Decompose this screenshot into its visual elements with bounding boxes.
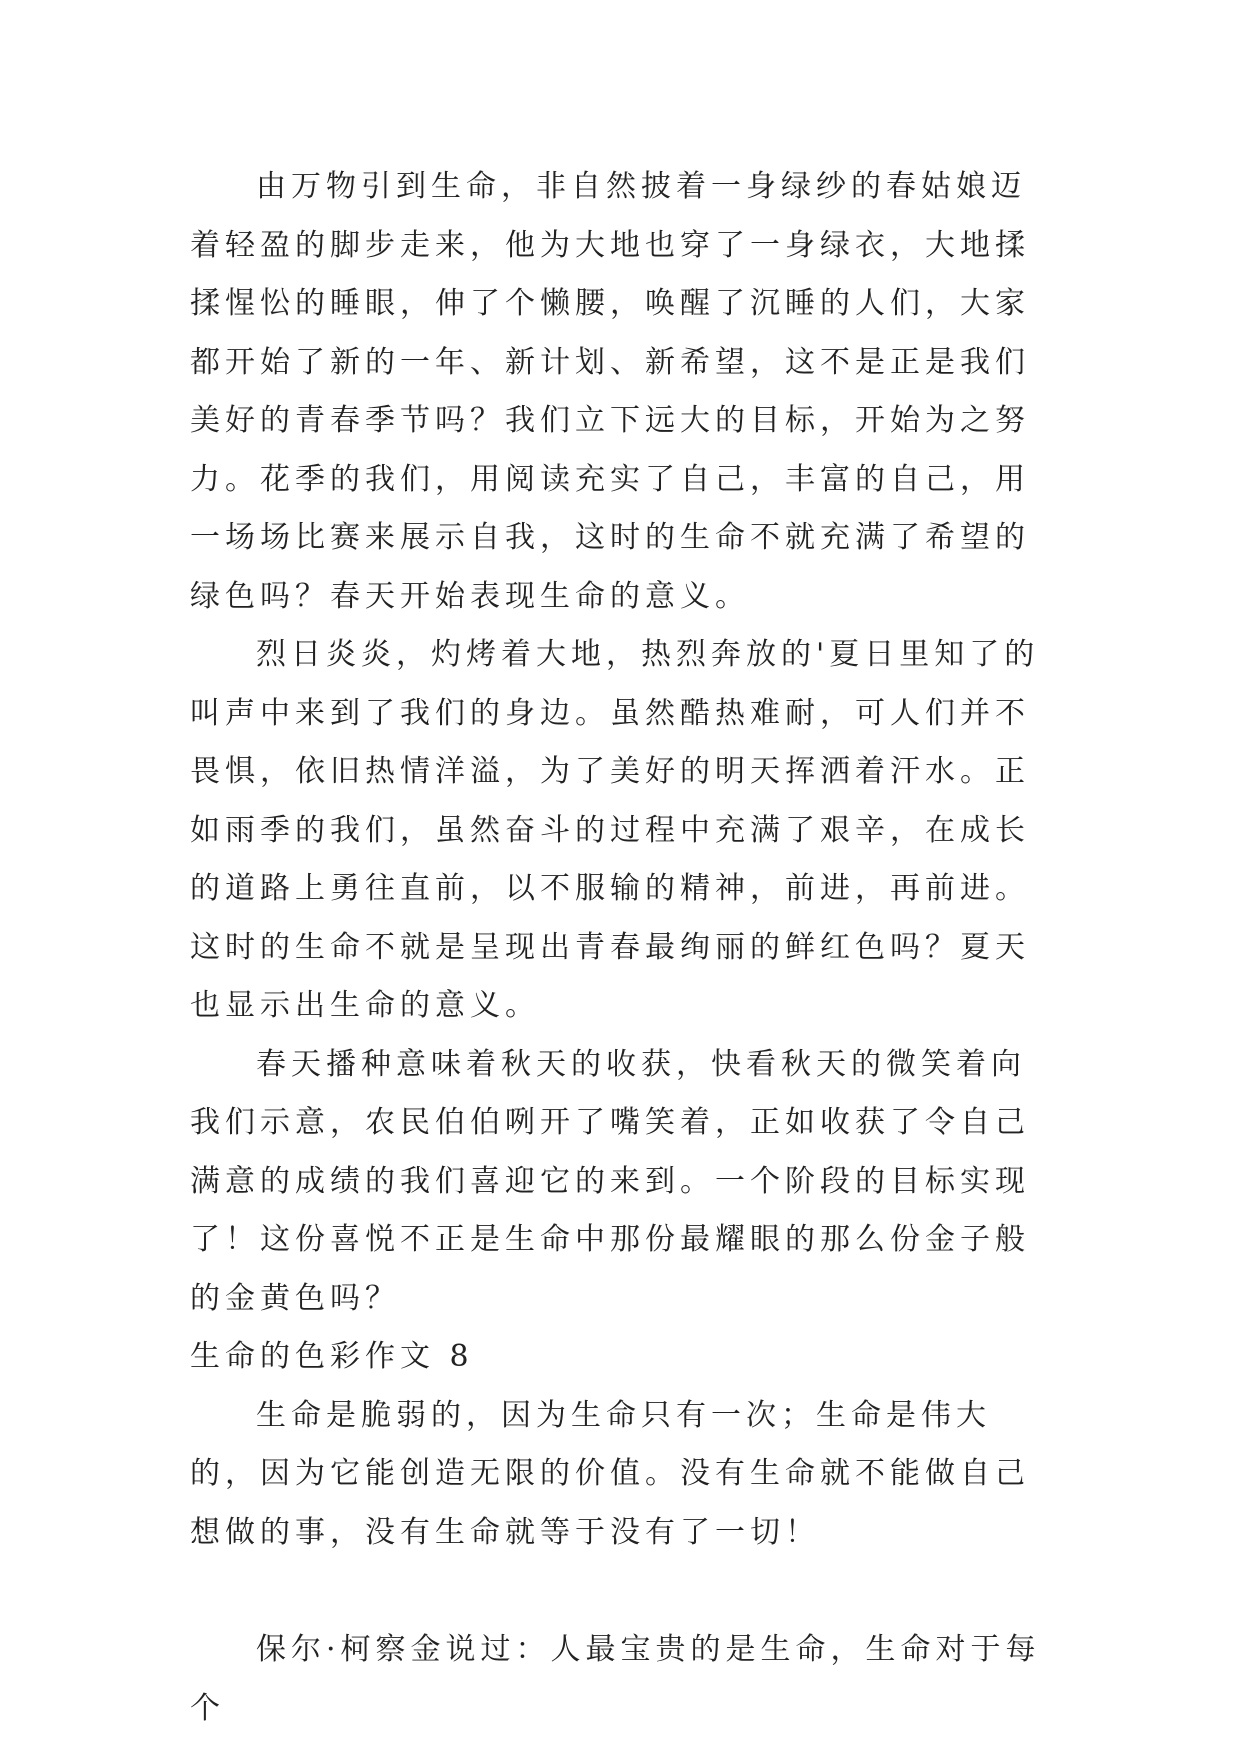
paragraph-life-fragile: 生命是脆弱的，因为生命只有一次；生命是伟大的，因为它能创造无限的价值。没有生命就不能做自己想做的事，没有生命就等于没有了一切！ [190,1397,1030,1550]
paragraph-gap [190,1562,1060,1621]
paragraph-autumn: 春天播种意味着秋天的收获，快看秋天的微笑着向我们示意，农民伯伯咧开了嘴笑着，正如收获了令自己满意的成绩的我们喜迎它的来到。一个阶段的目标实现了！这份喜悦不正是生命中那份最耀眼的那么份金子般的金黄色吗？ [190,1046,1030,1316]
paragraph-summer: 烈日炎炎，灼烤着大地，热烈奔放的'夏日里知了的叫声中来到了我们的身边。虽然酷热难耐，可人们并不畏惧，依旧热情洋溢，为了美好的明天挥洒着汗水。正如雨季的我们，虽然奋斗的过程中充满了艰辛，在成长的道路上勇往直前，以不服输的精神，前进，再前进。这时的生命不就是呈现出青春最绚丽的鲜红色吗？夏天也显示出生命的意义。 [190,637,1040,1023]
paragraph-quote: 保尔·柯察金说过：人最宝贵的是生命，生命对于每个 [190,1632,1041,1726]
paragraph-spring: 由万物引到生命，非自然披着一身绿纱的春姑娘迈着轻盈的脚步走来，他为大地也穿了一身绿衣，大地揉揉惺忪的睡眼，伸了个懒腰，唤醒了沉睡的人们，大家都开始了新的一年、新计划、新希望，这不是正是我们美好的青春季节吗？我们立下远大的目标，开始为之努力。花季的我们，用阅读充实了自己，丰富的自己，用一场场比赛来展示自我，这时的生命不就充满了希望的绿色吗？春天开始表现生命的意义。 [190,169,1030,614]
section-heading: 生命的色彩作文 8 [190,1339,474,1374]
document-body [190,158,1060,1738]
